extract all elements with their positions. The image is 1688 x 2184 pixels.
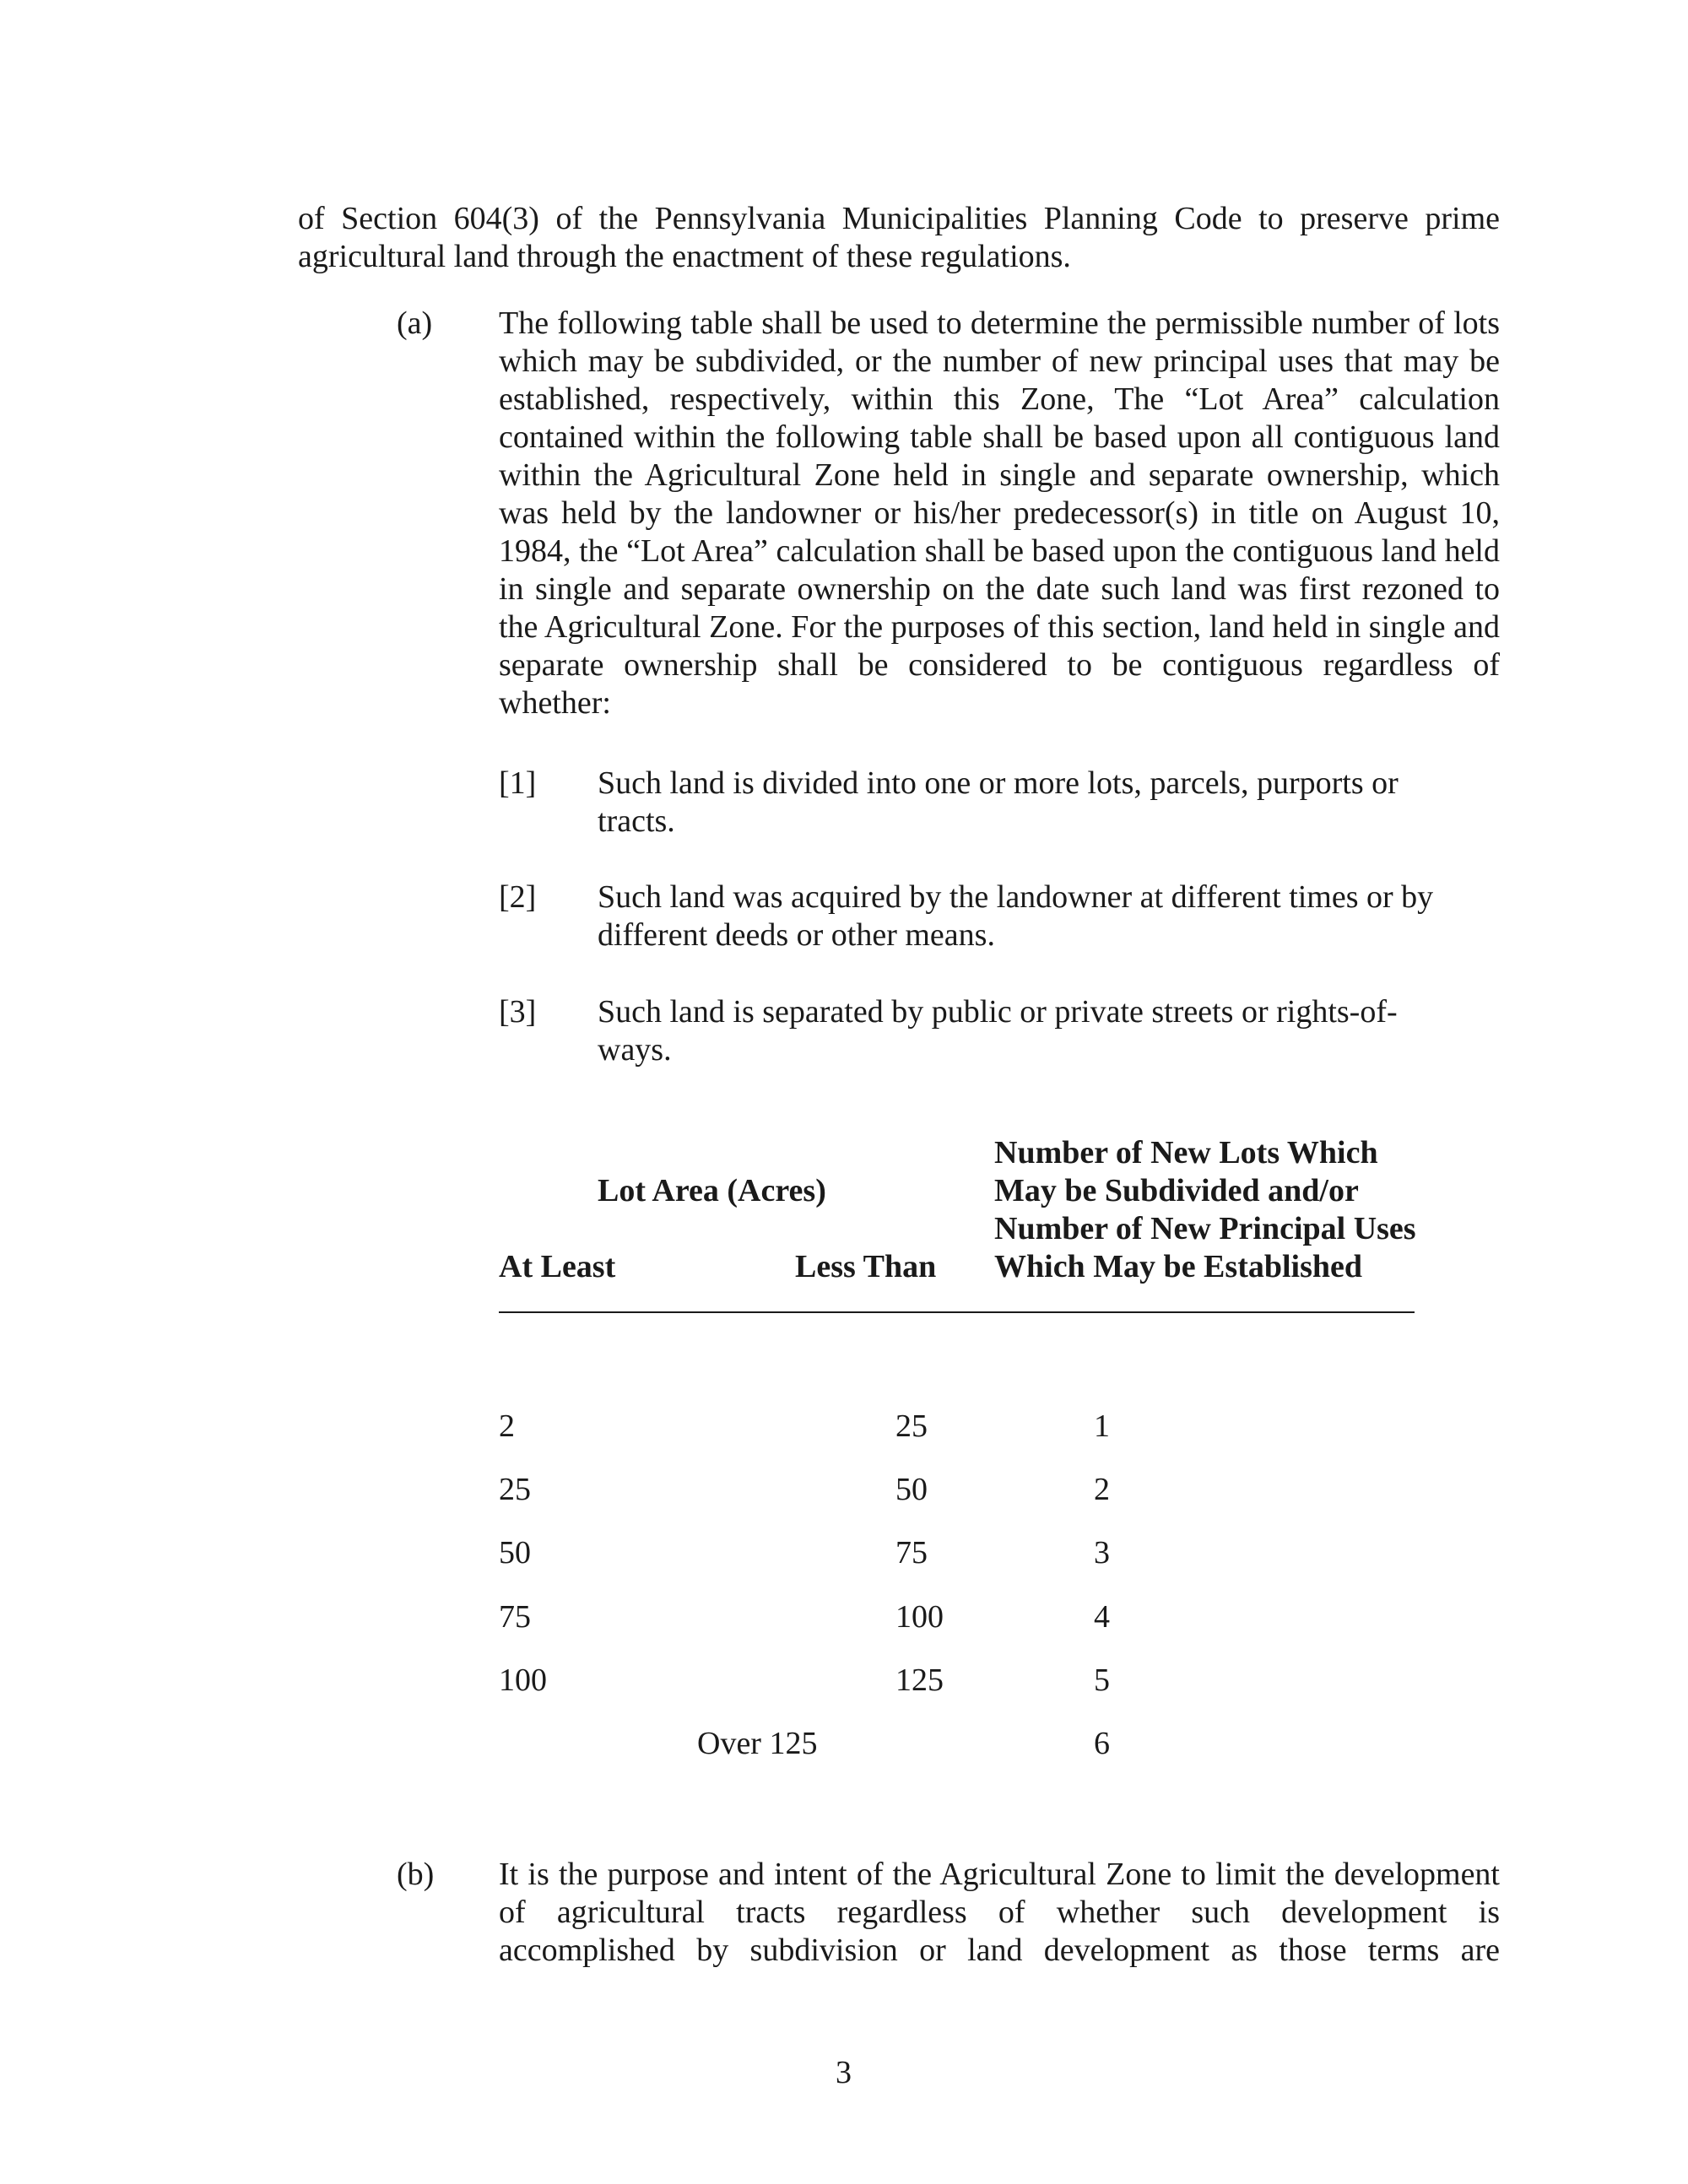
cell-at-least: 50 [499, 1535, 531, 1570]
table-group-header: Lot Area (Acres) [598, 1173, 826, 1208]
table-header-line: Number of New Lots Which [994, 1135, 1378, 1170]
cell-less-than: 75 [895, 1535, 928, 1570]
cell-number: 4 [1094, 1599, 1110, 1635]
cell-less-than: 100 [895, 1599, 944, 1635]
cell-at-least: 75 [499, 1599, 531, 1635]
cell-over-label: Over 125 [697, 1726, 818, 1761]
list-item-text: Such land was acquired by the landowner at different times or by different deeds or other means. [598, 879, 1434, 953]
list-item-marker: [2] [499, 879, 537, 915]
intro-paragraph: of Section 604(3) of the Pennsylvania Municipalities Planning Code to preserve prime agricultural land through the enactment of these regulations. [298, 201, 1500, 274]
para-b-line: of agricultural tracts regardless of whether such development is [499, 1895, 1500, 1930]
para-b-line: It is the purpose and intent of the Agricultural Zone to limit the development [499, 1857, 1500, 1892]
para-b-line: accomplished by subdivision or land development as those terms are [499, 1933, 1500, 1968]
para-b-marker: (b) [397, 1857, 435, 1892]
table-header-at-least: At Least [499, 1249, 616, 1284]
para-a-text: The following table shall be used to determine the permissible number of lots which may be subdivided, or the number of new principal uses that may be established, respectively, within this Zone, The “Lot Area” calculation contained within the following table shall be based upon all contiguous land within the Agricultural Zone held in single and separate ownership, which was held by the landowner or his/her predecessor(s) in title on August 10, 1984, the “Lot Area” calculation shall be based upon the contiguous land held in single and separate ownership on the date such land was first rezoned to the Agricultural Zone. For the purposes of this section, land held in single and separate ownership shall be considered to be contiguous regardless of whether: [499, 305, 1500, 721]
table-header-line: Which May be Established [994, 1249, 1363, 1284]
list-item-marker: [1] [499, 765, 537, 801]
cell-less-than: 50 [895, 1472, 928, 1507]
cell-at-least: 25 [499, 1472, 531, 1507]
list-item-text: Such land is divided into one or more lots, parcels, purports or tracts. [598, 765, 1399, 839]
cell-less-than: 125 [895, 1662, 944, 1698]
cell-number: 2 [1094, 1472, 1110, 1507]
table-header-rule [499, 1311, 1415, 1313]
cell-less-than: 25 [895, 1408, 928, 1444]
page-number: 3 [836, 2055, 852, 2090]
cell-at-least: 2 [499, 1408, 515, 1444]
list-item-marker: [3] [499, 994, 537, 1030]
cell-number: 6 [1094, 1726, 1110, 1761]
cell-at-least: 100 [499, 1662, 547, 1698]
cell-number: 3 [1094, 1535, 1110, 1570]
list-item-text: Such land is separated by public or private streets or rights-of-ways. [598, 994, 1398, 1068]
table-header-line: Number of New Principal Uses [994, 1211, 1416, 1246]
para-a-marker: (a) [397, 305, 433, 341]
table-header-line: May be Subdivided and/or [994, 1173, 1359, 1208]
cell-number: 1 [1094, 1408, 1110, 1444]
table-header-less-than: Less Than [795, 1249, 937, 1284]
cell-number: 5 [1094, 1662, 1110, 1698]
